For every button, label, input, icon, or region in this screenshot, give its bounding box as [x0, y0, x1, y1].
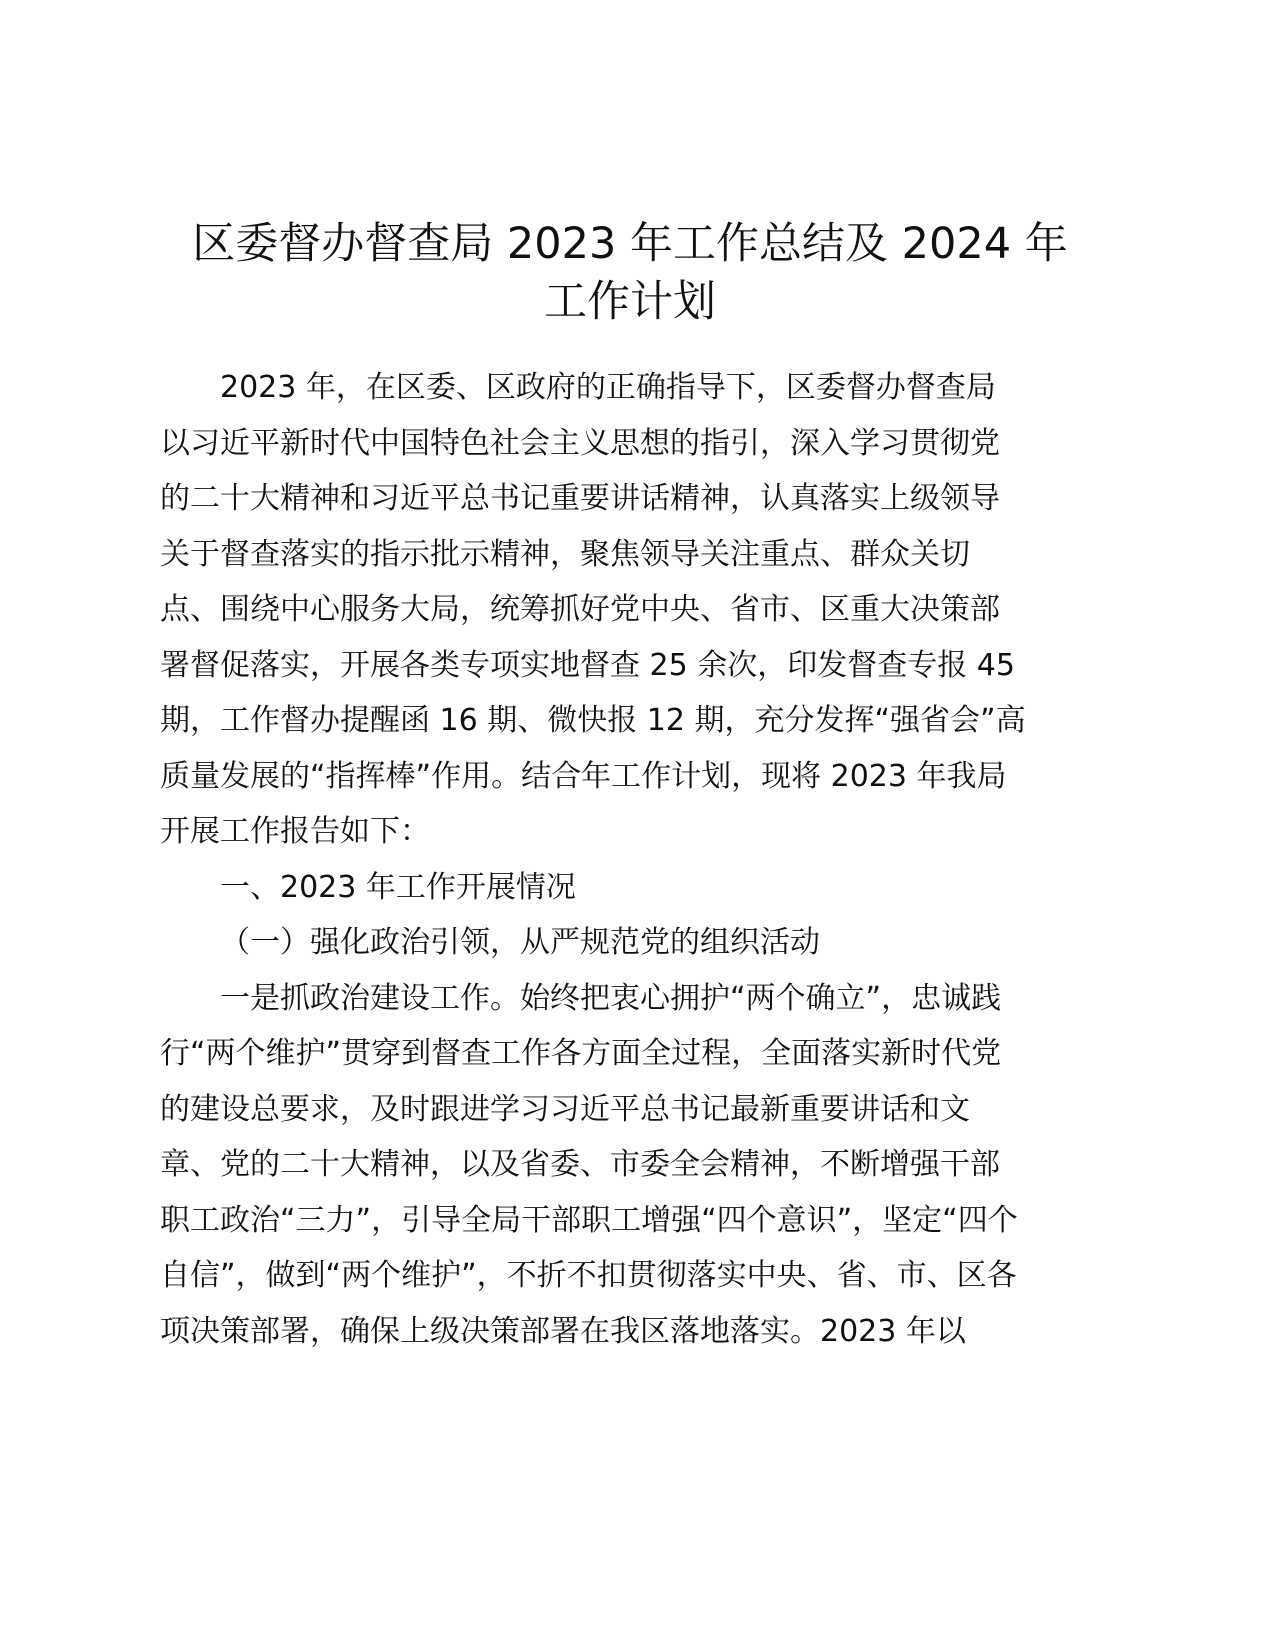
document-body: [160, 360, 1100, 1359]
paragraph-line: 行“两个维护”贯穿到督查工作各方面全过程，全面落实新时代党: [160, 1036, 1002, 1071]
paragraph-line: 以习近平新时代中国特色社会主义思想的指引，深入学习贯彻党: [160, 425, 1000, 461]
paragraph-line: 的建设总要求，及时跟进学习习近平总书记最新重要讲话和文: [160, 1091, 970, 1127]
paragraph-line: 自信”，做到“两个维护”，不折不扣贯彻落实中央、省、市、区各: [160, 1258, 1017, 1293]
paragraph-line: 期，工作督办提醒函 16 期、微快报 12 期，充分发挥“强省会”高: [160, 703, 1026, 738]
title-line-2: 工作计划: [544, 277, 716, 327]
paragraph-line: 一是抓政治建设工作。始终把衷心拥护“两个确立”，忠诚践: [220, 980, 1002, 1016]
paragraph-line: 质量发展的“指挥棒”作用。结合年工作计划，现将 2023 年我局: [160, 758, 1007, 794]
title-line-1: 区委督办督查局 2023 年工作总结及 2024 年: [192, 219, 1068, 269]
paragraph-line: 的二十大精神和习近平总书记重要讲话精神，认真落实上级领导: [160, 481, 1000, 516]
section-heading: 一、2023 年工作开展情况: [220, 869, 576, 905]
paragraph-line: 点、围绕中心服务大局，统筹抓好党中央、省市、区重大决策部: [160, 592, 1000, 627]
paragraph-line: 章、党的二十大精神，以及省委、市委全会精神，不断增强干部: [160, 1147, 1000, 1182]
paragraph-line: 职工政治“三力”，引导全局干部职工增强“四个意识”，坚定“四个: [160, 1202, 1018, 1238]
paragraph-line: 署督促落实，开展各类专项实地督查 25 余次，印发督查专报 45: [160, 647, 1015, 683]
document-title: [160, 215, 1100, 331]
subsection-heading: （一）强化政治引领，从严规范党的组织活动: [220, 925, 820, 960]
paragraph-line: 开展工作报告如下：: [160, 814, 430, 849]
paragraph-line: 关于督查落实的指示批示精神，聚焦领导关注重点、群众关切: [160, 536, 970, 572]
paragraph-line: 项决策部署，确保上级决策部署在我区落地落实。2023 年以: [160, 1313, 966, 1349]
paragraph-line: 2023 年，在区委、区政府的正确指导下，区委督办督查局: [220, 370, 996, 405]
